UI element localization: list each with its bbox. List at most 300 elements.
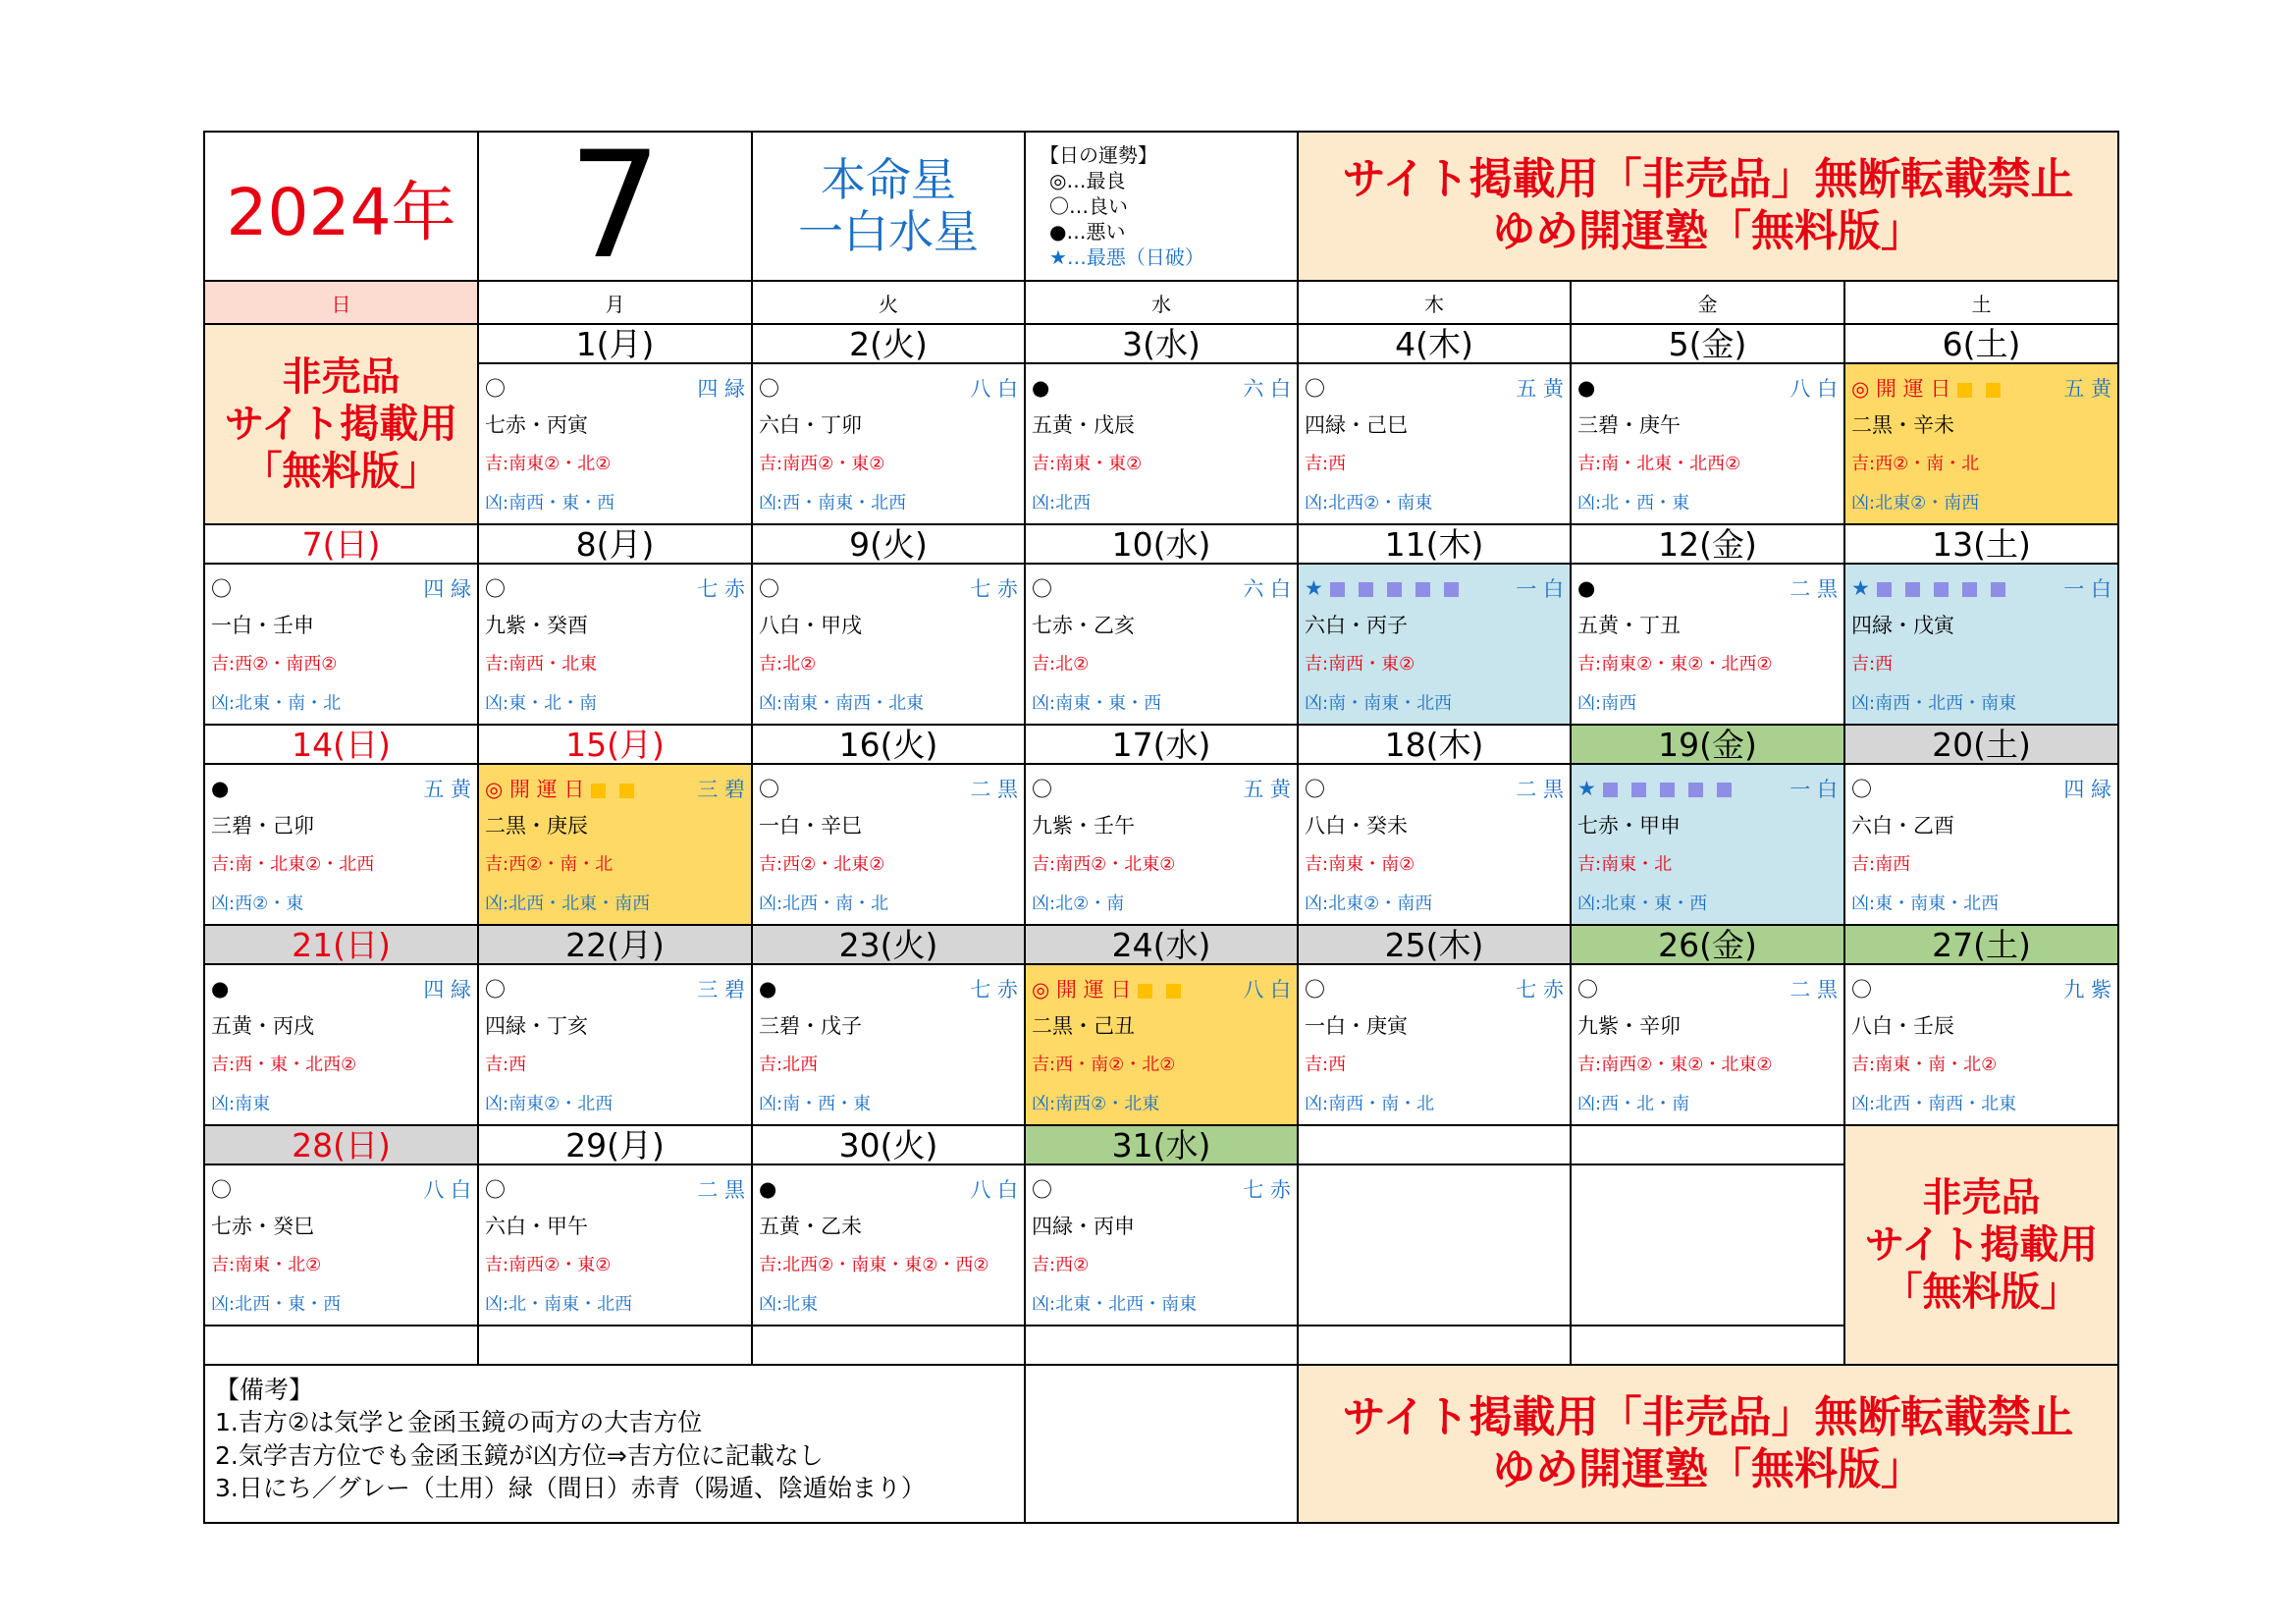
fortune-mark-text: 〇 [1851,778,1872,801]
date-row [204,925,2118,964]
legend-worst: ★…最悪（日破） [1049,245,1204,269]
notice-box [1298,132,2118,281]
weekday-row [204,281,2118,324]
lucky-directions: 吉:南東・南・北② [1851,1055,1998,1075]
nine-star-label: 五 黄 [1243,778,1291,801]
day-status-line [1032,370,1291,406]
fortune-mark-text: 〇 [1851,978,1872,1001]
legend-best: ◎…最良 [1049,169,1126,192]
day-cell [752,764,1025,925]
date-header: 19(金) [1571,725,1844,764]
fortune-mark-text: 〇 [485,978,506,1001]
empty-cell [204,1326,478,1365]
date-header: 18(木) [1298,725,1571,764]
day-status-line [1305,370,1564,406]
day-cell [1844,964,2118,1125]
decor-square [1962,582,1977,597]
fortune-mark-text: 〇 [759,577,779,601]
day-cell [1844,363,2118,524]
day-cell [1025,964,1298,1125]
day-row [204,764,2118,925]
day-cell [478,764,752,925]
lucky-directions: 吉:北西②・南東・東②・西② [759,1255,989,1275]
empty-cell [1025,1326,1298,1365]
lucky-directions: 吉:西 [485,1055,527,1075]
fortune-mark [485,373,506,403]
day-cell [1025,564,1298,725]
spacer-row [204,1326,2118,1365]
decor-square [1717,783,1732,797]
date-header: 26(金) [1571,925,1844,964]
weekday-header: 木 [1298,281,1571,324]
notice-line2: ゆめ開運塾「無料版」 [1492,1443,1924,1494]
nine-star-label: 四 緑 [2063,778,2112,801]
kanshi-label: 九紫・辛卯 [1577,1014,1681,1038]
kanshi-label: 八白・癸未 [1305,814,1408,838]
empty-cell [1025,1365,1298,1523]
nine-star-label: 二 黒 [697,1178,745,1202]
date-header [1571,1125,1844,1164]
day-cell [1298,764,1571,925]
day-cell [478,564,752,725]
unlucky-directions: 凶:北西・東・西 [211,1294,342,1315]
lucky-directions: 吉:西②・南・北 [485,854,614,875]
unlucky-directions: 凶:北東②・南西 [1851,493,1980,514]
empty-cell [1571,1326,1844,1365]
lucky-directions: 吉:西・東・北西② [211,1055,357,1075]
weekday-header: 金 [1571,281,1844,324]
decor-square [1138,984,1152,999]
kanshi-label: 五黄・乙未 [759,1215,862,1238]
kanshi-label: 二黒・辛未 [1851,413,1954,437]
kanshi-label: 五黄・戊辰 [1032,413,1135,437]
nine-star-label: 一 白 [2063,577,2112,601]
date-row [204,524,2118,564]
kanshi-label: 一白・辛巳 [759,814,862,838]
nine-star-label: 五 黄 [423,778,471,801]
lucky-directions: 吉:西 [1851,654,1894,675]
fortune-mark [485,573,506,603]
decor-square [1631,783,1646,797]
nine-star-label: 八 白 [970,377,1018,401]
lucky-directions: 吉:南・北東②・北西 [211,854,375,875]
nine-star-label: 八 白 [1243,978,1291,1001]
kanshi-label: 七赤・癸巳 [211,1215,314,1238]
date-header: 9(火) [752,524,1025,564]
decor-square [1415,582,1430,597]
kanshi-label: 二黒・庚辰 [485,814,588,838]
fortune-mark [1032,974,1188,1003]
unlucky-directions: 凶:南西・南・北 [1305,1094,1435,1114]
unlucky-directions: 凶:西・北・南 [1577,1094,1690,1114]
day-status-line [1851,570,2111,606]
lucky-directions: 吉:南東②・東②・北西② [1577,654,1773,675]
decor-square [1660,783,1675,797]
day-cell [1298,964,1571,1125]
kanshi-label: 七赤・丙寅 [485,413,588,437]
day-status-line [211,771,471,806]
unlucky-directions: 凶:北東②・南西 [1305,893,1433,914]
day-status-line [1577,370,1838,406]
unlucky-directions: 凶:南東・東・西 [1032,693,1162,714]
day-cell [204,1164,478,1326]
unlucky-directions: 凶:南東・南西・北東 [759,693,925,714]
kanshi-label: 一白・庚寅 [1305,1014,1408,1038]
date-row [204,1125,2118,1164]
decor-square [1359,582,1373,597]
day-cell [204,964,478,1125]
unlucky-directions: 凶:北・西・東 [1577,493,1690,514]
nine-star-label: 三 碧 [697,978,745,1001]
weekday-header: 水 [1025,281,1298,324]
date-header: 31(水) [1025,1125,1298,1164]
decor-square [1444,582,1459,597]
lucky-directions: 吉:南東・東② [1032,454,1143,474]
day-cell [1025,764,1298,925]
fortune-mark [759,977,776,1001]
fortune-mark-text: ★ [1851,576,1870,600]
fortune-mark [485,974,506,1003]
date-header: 25(木) [1298,925,1571,964]
day-cell [1298,363,1571,524]
fortune-mark-text: ● [759,1177,777,1201]
day-status-line [211,971,471,1006]
lucky-directions: 吉:北② [1032,654,1090,675]
unlucky-directions: 凶:北東・南・北 [211,693,342,714]
kanshi-label: 三碧・庚午 [1577,413,1681,437]
day-status-line [759,370,1018,406]
decor-square [1986,383,2001,398]
day-cell [478,1164,752,1326]
fortune-mark-text: 〇 [1577,978,1598,1001]
day-status-line [759,971,1018,1006]
decor-square [1387,582,1402,597]
month-number: 7 [478,132,752,281]
unlucky-directions: 凶:南東 [211,1094,271,1114]
kanshi-label: 三碧・戊子 [759,1014,862,1038]
nine-star-label: 二 黒 [1789,978,1838,1001]
date-header: 20(土) [1844,725,2118,764]
empty-cell [478,1326,752,1365]
unlucky-directions: 凶:東・南東・北西 [1851,893,2000,914]
fortune-mark-text: 〇 [485,377,506,401]
kanshi-label: 八白・壬辰 [1851,1014,1954,1038]
nine-star-label: 四 緑 [697,377,745,401]
date-header: 22(月) [478,925,752,964]
fortune-mark [1032,376,1049,400]
calendar-table [203,131,2119,1524]
fortune-mark [759,774,779,803]
non-sale-box [1844,1125,2118,1365]
fortune-mark-text: 〇 [1032,577,1052,601]
unlucky-directions: 凶:南西・東・西 [485,493,615,514]
decor-square [1905,582,1920,597]
unlucky-directions: 凶:北②・南 [1032,893,1125,914]
notice-box-bottom [1298,1365,2118,1523]
date-header: 29(月) [478,1125,752,1164]
day-status-line [1032,771,1291,806]
non-sale-box [204,324,478,524]
lucky-directions: 吉:南西②・東②・北東② [1577,1055,1773,1075]
decor-square [591,784,606,798]
honmei-value: 一白水星 [798,205,979,258]
day-status-line [1577,570,1838,606]
legend-bad: ●…悪い [1049,220,1126,244]
date-row [204,324,2118,363]
fortune-mark [1305,373,1325,403]
nine-star-label: 七 赤 [970,577,1018,601]
fortune-mark-text: ◎ 開 運 日 [485,778,585,801]
lucky-directions: 吉:南西・北東 [485,654,598,675]
day-cell [1298,1164,1571,1326]
nine-star-label: 五 黄 [2063,377,2112,401]
fortune-legend [1025,132,1298,281]
fortune-mark-text: ● [759,977,777,1001]
nine-star-label: 八 白 [1789,377,1838,401]
date-header: 27(土) [1844,925,2118,964]
fortune-mark-text: 〇 [211,577,232,601]
date-header: 13(土) [1844,524,2118,564]
date-header: 3(水) [1025,324,1298,363]
nine-star-label: 二 黒 [1516,778,1564,801]
unlucky-directions: 凶:南東②・北西 [485,1094,614,1114]
nine-star-label: 七 赤 [970,978,1018,1001]
date-header: 8(月) [478,524,752,564]
fortune-mark-text: ● [1577,576,1596,600]
fortune-mark-text: 〇 [485,577,506,601]
day-cell [1571,1164,1844,1326]
day-status-line [1577,771,1838,806]
unlucky-directions: 凶:北西②・南東 [1305,493,1433,514]
decor-square [619,784,634,798]
lucky-directions: 吉:西②・南西② [211,654,338,675]
kanshi-label: 一白・壬申 [211,614,314,637]
day-cell [752,1164,1025,1326]
date-header: 12(金) [1571,524,1844,564]
decor-square [1688,783,1703,797]
notes-box [204,1365,1025,1523]
footer-row [204,1365,2118,1523]
notes-line: 1.吉方②は気学と金函玉鏡の両方の大吉方位 [215,1408,703,1437]
lucky-directions: 吉:西② [1032,1255,1090,1275]
day-status-line [1032,1171,1291,1207]
fortune-mark-text: ★ [1577,777,1596,800]
fortune-mark-text: ● [211,777,230,800]
lucky-directions: 吉:南東・南② [1305,854,1415,875]
date-header: 21(日) [204,925,478,964]
kanshi-label: 六白・乙酉 [1851,814,1954,838]
day-status-line [211,1171,471,1207]
day-cell [1025,1164,1298,1326]
day-status-line [759,771,1018,806]
non-sale-line2: サイト掲載用 [224,402,458,447]
unlucky-directions: 凶:北西・南西・北東 [1851,1094,2017,1114]
nine-star-label: 六 白 [1243,577,1291,601]
day-status-line [1032,570,1291,606]
non-sale-line3: 「無料版」 [242,449,440,494]
lucky-directions: 吉:北西 [759,1055,819,1075]
lucky-directions: 吉:南東・北② [211,1255,322,1275]
year-label: 2024年 [204,132,478,281]
worst-day-mark [1577,777,1738,800]
unlucky-directions: 凶:北西・北東・南西 [485,893,651,914]
unlucky-directions: 凶:南西②・北東 [1032,1094,1160,1114]
kanshi-label: 九紫・癸酉 [485,614,588,637]
legend-title: 【日の運勢】 [1040,143,1157,167]
fortune-mark [759,573,779,603]
unlucky-directions: 凶:北西 [1032,493,1092,514]
kanshi-label: 五黄・丁丑 [1577,614,1681,637]
fortune-mark [1851,774,1872,803]
day-status-line [211,570,471,606]
non-sale-line3: 「無料版」 [1883,1270,2080,1315]
nine-star-label: 七 赤 [1243,1178,1291,1202]
fortune-mark [1577,576,1595,600]
notes-title: 【備考】 [215,1376,314,1404]
kanshi-label: 六白・丙子 [1305,614,1408,637]
nine-star-label: 二 黒 [970,778,1018,801]
fortune-mark [211,777,229,800]
fortune-mark-text: 〇 [1032,1178,1052,1202]
fortune-mark-text: 〇 [1305,377,1325,401]
day-cell [1844,764,2118,925]
notice-line1: サイト掲載用「非売品」無断転載禁止 [1342,154,2074,205]
decor-square [1957,383,1972,398]
day-status-line [485,570,745,606]
non-sale-line1: 非売品 [1922,1175,2041,1220]
day-row [204,964,2118,1125]
fortune-mark [1577,974,1598,1003]
nine-star-label: 四 緑 [423,978,471,1001]
nine-star-label: 九 紫 [2063,978,2112,1001]
nine-star-label: 一 白 [1516,577,1564,601]
day-cell [478,964,752,1125]
date-header [1298,1125,1571,1164]
nine-star-label: 三 碧 [697,778,745,801]
notice-line2: ゆめ開運塾「無料版」 [1492,206,1924,256]
date-header: 2(火) [752,324,1025,363]
non-sale-line1: 非売品 [282,354,400,400]
kanshi-label: 六白・甲午 [485,1215,588,1238]
fortune-mark [211,977,229,1001]
fortune-mark [1305,774,1325,803]
honmei-star [752,132,1025,281]
worst-day-mark [1305,576,1466,600]
lucky-directions: 吉:西②・南・北 [1851,454,1980,474]
decor-square [1877,582,1892,597]
weekday-header: 日 [204,281,478,324]
day-status-line [1305,771,1564,806]
lucky-directions: 吉:南西②・北東② [1032,854,1176,875]
day-cell [752,964,1025,1125]
fortune-mark-text: ★ [1305,576,1323,600]
nine-star-label: 六 白 [1243,377,1291,401]
notes-line: 3.日にち／グレー（土用）緑（間日）赤青（陽遁、陰遁始まり） [215,1473,926,1502]
day-cell [1025,363,1298,524]
fortune-mark [1851,974,1872,1003]
date-header: 30(火) [752,1125,1025,1164]
fortune-mark-text: ● [211,977,230,1001]
unlucky-directions: 凶:北・南東・北西 [485,1294,633,1315]
day-status-line [759,1171,1018,1207]
decor-square [1330,582,1345,597]
nine-star-label: 七 赤 [1516,978,1564,1001]
non-sale-line2: サイト掲載用 [1864,1222,2099,1268]
day-status-line [485,370,745,406]
kanshi-label: 四緑・丁亥 [485,1014,588,1038]
lucky-directions: 吉:南西・東② [1305,654,1415,675]
day-cell [204,764,478,925]
fortune-mark [1305,974,1325,1003]
lucky-directions: 吉:南・北東・北西② [1577,454,1741,474]
date-header: 17(水) [1025,725,1298,764]
date-header: 28(日) [204,1125,478,1164]
unlucky-directions: 凶:南西 [1577,693,1637,714]
date-header: 14(日) [204,725,478,764]
nine-star-label: 四 緑 [423,577,471,601]
day-cell [204,564,478,725]
day-cell [1298,564,1571,725]
fortune-mark [485,1174,506,1204]
fortune-mark-text: 〇 [1305,778,1325,801]
weekday-header: 土 [1844,281,2118,324]
nine-star-label: 八 白 [970,1178,1018,1202]
lucky-directions: 吉:南西②・東② [485,1255,612,1275]
fortune-mark-text: 〇 [759,377,779,401]
kanshi-label: 四緑・丙申 [1032,1215,1135,1238]
fortune-mark [1032,774,1052,803]
lucky-directions: 吉:西②・北東② [759,854,885,875]
day-status-line [1851,971,2111,1006]
unlucky-directions: 凶:北西・南・北 [759,893,889,914]
unlucky-directions: 凶:東・北・南 [485,693,598,714]
notice-line1: サイト掲載用「非売品」無断転載禁止 [1342,1391,2074,1442]
kanshi-label: 六白・丁卯 [759,413,862,437]
date-header: 6(土) [1844,324,2118,363]
legend-good: 〇…良い [1049,194,1128,218]
date-header: 1(月) [478,324,752,363]
date-header: 4(木) [1298,324,1571,363]
day-status-line [1851,370,2111,406]
date-header: 11(木) [1298,524,1571,564]
fortune-mark-text: ● [1032,376,1050,400]
date-header: 23(火) [752,925,1025,964]
decor-square [1166,984,1181,999]
day-status-line [1851,771,2111,806]
date-header: 24(水) [1025,925,1298,964]
day-status-line [1032,971,1291,1006]
fortune-mark-text: 〇 [485,1178,506,1202]
fortune-mark [1032,573,1052,603]
kanshi-label: 七赤・乙亥 [1032,614,1135,637]
day-status-line [485,1171,745,1207]
unlucky-directions: 凶:北東・北西・南東 [1032,1294,1198,1315]
decor-square [1991,582,2005,597]
decor-square [1603,783,1618,797]
unlucky-directions: 凶:南・西・東 [759,1094,872,1114]
date-header: 15(月) [478,725,752,764]
fortune-mark [485,774,641,803]
day-cell [752,564,1025,725]
fortune-mark-text: 〇 [1305,978,1325,1001]
date-row [204,725,2118,764]
notes-line: 2.気学吉方位でも金函玉鏡が凶方位⇒吉方位に記載なし [215,1440,824,1470]
lucky-directions: 吉:南東・北 [1577,854,1673,875]
date-header: 7(日) [204,524,478,564]
nine-star-label: 一 白 [1789,778,1838,801]
day-status-line [485,971,745,1006]
date-header: 16(火) [752,725,1025,764]
